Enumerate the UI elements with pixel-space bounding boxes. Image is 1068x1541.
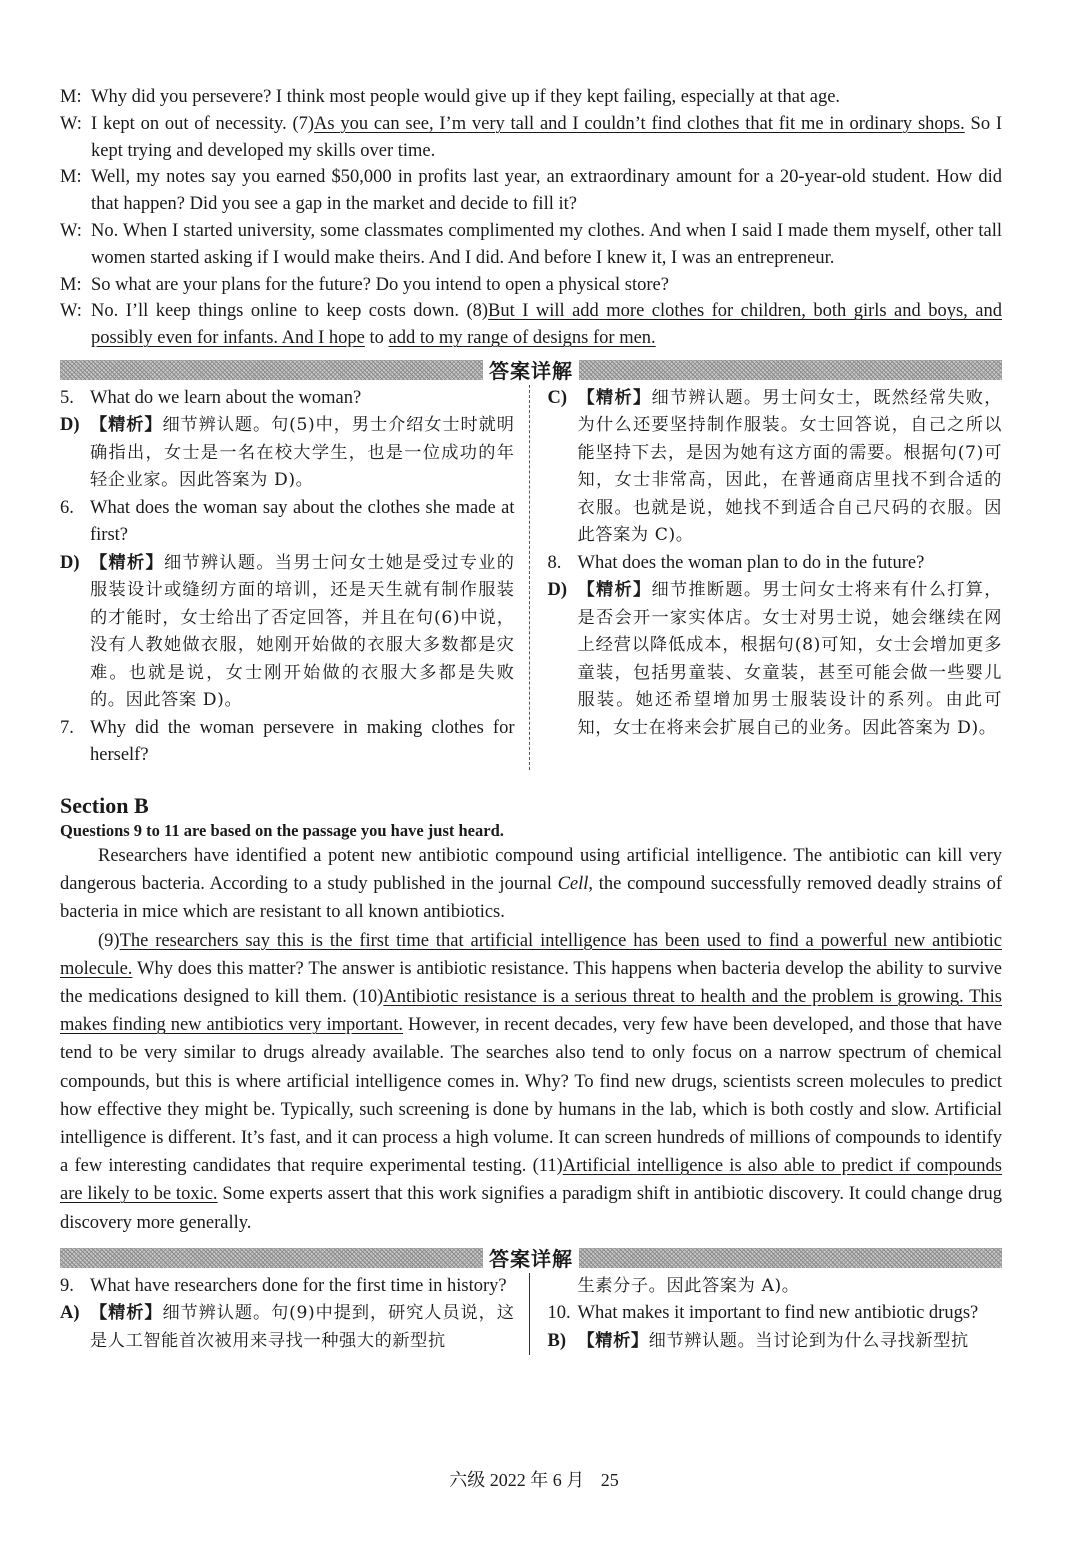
analysis-tag: 【精析】 [90,1303,163,1324]
answers-left-column [60,385,529,770]
question-number: 8. [547,552,562,573]
speaker-label: W: [60,220,82,241]
answer-section-heading: 答案详解 [489,359,573,384]
question-item [60,1273,515,1301]
question-number: 9. [60,1275,74,1296]
question-text: What have researchers done for the first time in history? [90,1275,507,1296]
text-run: So I kept trying and developed my skills over time. [91,113,1003,161]
text-run: Researchers have identified a potent new antibiotic compound using artificial intelligence. The antibiotic can kill very dangerous bacteria. According to a study published in the journal [60,845,1002,895]
dialogue-text [91,164,1002,218]
underlined-key-sentence: add to my range of designs for men. [388,328,656,349]
section-a-answers [60,385,1002,770]
hatch-decoration [60,360,483,380]
section-b-answers [60,1273,1002,1356]
hatch-decoration [579,360,1002,380]
answer-section-divider [60,1245,1002,1271]
dialogue-line [60,164,1002,218]
answers-right-column [529,1273,1003,1356]
text-run: , the compound successfully removed deadly strains of bacteria in mice which are resistant to all known antibiotics. [60,874,1002,923]
underlined-key-sentence: As you can see, I’m very tall and I couldn’t find clothes that fit me in ordinary shops. [314,113,965,134]
document-page [60,84,1002,1355]
answer-explanation [60,1300,515,1355]
question-number: 6. [60,497,74,518]
text-run: So what are your plans for the future? Do you intend to open a physical store? [91,274,669,295]
answer-section-divider [60,357,1002,383]
dialogue-line [60,84,1002,111]
explanation-text: 【精析】细节辨认题。当男士问女士她是受过专业的服装设计或缝纫方面的培训，还是天生就有制作服装的才能时，女士给出了否定回答，并且在句(6)中说，没有人教她做衣服，她刚开始做的衣服大多数都是灾难。也就是说，女士刚开始做的衣服大多都是失败的。因此答案 D)。 [90,552,515,711]
question-number: 7. [60,717,74,738]
question-item [60,385,515,413]
answer-explanation [60,550,515,715]
question-item [548,1300,1003,1328]
hatch-decoration [579,1248,1002,1268]
dialogue-transcript [60,84,1002,352]
explanation-text: 【精析】细节推断题。男士问女士将来有什么打算，是否会开一家实体店。女士对男士说，她会继续在网上经营以降低成本，根据句(8)可知，女士会增加更多童装，包括男童装、女童装，甚至可能会做一些婴儿服装。她还希望增加男士服装设计的系列。由此可知，女士在将来会扩展自己的业务。因此答案为 D)。 [577,580,1002,738]
dialogue-text [91,272,1002,299]
spacer [548,1273,578,1301]
analysis-tag: 【精析】 [90,415,163,436]
answer-explanation [60,412,515,495]
answer-choice: C) [547,387,568,408]
answer-explanation-continued [548,1273,1003,1301]
section-b-passage [60,842,1002,1237]
page-number: 25 [600,1470,619,1490]
dialogue-line [60,218,1002,272]
question-item [548,550,1003,578]
underlined-key-sentence: Artificial intelligence is also able to predict if compounds are likely to be toxic. [60,1156,1003,1205]
analysis-tag: 【精析】 [577,1330,649,1351]
answer-explanation [548,1328,1003,1356]
question-item [60,495,515,550]
answer-choice: D) [60,415,80,436]
question-number: 5. [60,387,74,408]
exam-label: 六级 2022 年 6 月 [449,1470,585,1490]
dialogue-text [91,298,1002,352]
passage-paragraph [60,842,1002,927]
page-footer [0,1466,1068,1492]
text-run: Why did you persevere? I think most people would give up if they kept failing, especially at that age. [91,87,841,107]
explanation-text: 【精析】细节辨认题。当讨论到为什么寻找新型抗 [577,1330,969,1351]
question-text: What does the woman plan to do in the future? [577,552,925,573]
dialogue-text [91,84,1002,111]
speaker-label: M: [60,167,82,188]
analysis-tag: 【精析】 [577,580,652,601]
explanation-text: 【精析】细节辨认题。句(9)中提到，研究人员说，这是人工智能首次被用来寻找一种强大的新型抗 [90,1303,515,1351]
analysis-tag: 【精析】 [90,552,164,573]
question-text: Why did the woman persevere in making clothes for herself? [90,717,515,766]
answer-choice: A) [60,1303,80,1324]
explanation-text: 【精析】细节辨认题。男士问女士，既然经常失败，为什么还要坚持制作服装。女士回答说，自己之所以能坚持下去，是因为她有这方面的需要。根据句(7)可知，女士非常高，因此，在普通商店里找不到合适的衣服。也就是说，她找不到适合自己尺码的衣服。因此答案为 C)。 [577,387,1002,546]
answer-explanation [548,385,1003,550]
answer-explanation [548,577,1003,742]
answer-section-heading: 答案详解 [489,1247,573,1272]
question-text: What does the woman say about the clothes she made at first? [90,497,515,546]
text-run: Well, my notes say you earned $50,000 in profits last year, an extraordinary amount for a 20-year-old student. How did that happen? Did you see a gap in the market and decide to fill it? [91,167,1002,215]
section-b-directions: Questions 9 to 11 are based on the passage you have just heard. [60,820,504,840]
answer-choice: D) [60,552,80,573]
text-run: (9) [98,930,120,951]
text-run: No. When I started university, some classmates complimented my clothes. And when I said I made them myself, other tall women started asking if I would make theirs. And I did. And before I knew it, I was an entrepreneur. [91,220,1002,268]
answers-left-column [60,1273,529,1356]
text-run: Some experts assert that this work signifies a paradigm shift in antibiotic discovery. It could change drug discovery more generally. [60,1184,1003,1233]
explanation-text: 生素分子。因此答案为 A)。 [577,1275,800,1296]
question-text: What makes it important to find new antibiotic drugs? [577,1303,979,1324]
question-item [60,715,515,770]
dialogue-line [60,272,1002,299]
text-run: No. I’ll keep things online to keep costs down. (8) [91,301,489,322]
question-number: 10. [547,1303,571,1324]
text-run: Cell [557,874,589,895]
answers-right-column [529,385,1003,770]
speaker-label: W: [60,113,82,134]
question-text: What do we learn about the woman? [90,387,362,408]
passage-paragraph [60,927,1002,1237]
answer-choice: B) [547,1330,566,1351]
dialogue-text [91,218,1002,272]
speaker-label: M: [60,87,82,107]
text-run: Why does this matter? The answer is antibiotic resistance. This happens when bacteria develop the ability to survive the medications designed to kill them. (10) [60,958,1002,1007]
underlined-key-sentence: Antibiotic resistance is a serious threat to health and the problem is growing. This makes finding new antibiotics very important. [60,986,1002,1036]
explanation-text: 【精析】细节辨认题。句(5)中，男士介绍女士时就明确指出，女士是一名在校大学生，也是一位成功的年轻企业家。因此答案为 D)。 [90,415,515,491]
text-run: However, in recent decades, very few have been developed, and those that have tend to be very similar to drugs already available. The searches also tend to only focus on a narrow spectrum of chemical compounds, but this is where artificial intelligence comes in. Why? To find new drugs, scientists screen molecules to predict how effective they might be. Typically, such screening is done by humans in the lab, which is both costly and slow. Artificial intelligence is different. It’s fast, and it can process a high volume. It can screen hundreds of millions of compounds to identify a few interesting candidates that require experimental testing. (11) [60,1015,1002,1177]
speaker-label: M: [60,274,82,295]
text-run: to [364,328,389,349]
dialogue-line [60,111,1002,165]
answer-choice: D) [547,580,568,601]
section-b-title: Section B [60,792,149,818]
underlined-key-sentence: But I will add more clothes for children, both girls and boys, and possibly even for infants. And I hope [91,301,1002,349]
dialogue-line [60,298,1002,352]
underlined-key-sentence: The researchers say this is the first time that artificial intelligence has been used to find a powerful new antibiotic molecule. [60,930,1002,979]
analysis-tag: 【精析】 [577,387,652,408]
speaker-label: W: [60,301,82,322]
hatch-decoration [60,1248,483,1268]
text-run: I kept on out of necessity. (7) [91,113,315,134]
dialogue-text [91,111,1002,165]
